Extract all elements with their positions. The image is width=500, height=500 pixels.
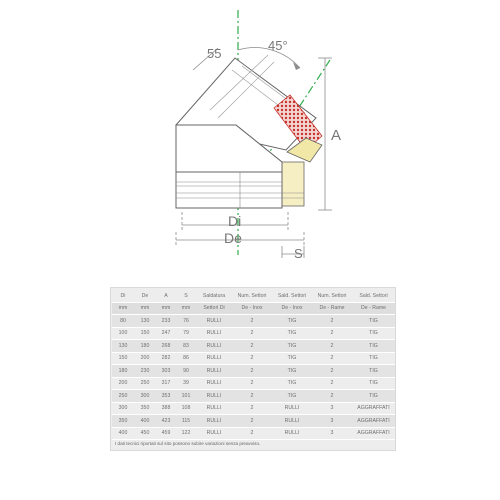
table-row — [112, 427, 395, 440]
table-cell: 353 — [156, 390, 176, 403]
table-cell: TIG — [352, 390, 395, 403]
dim-De-label: De — [224, 230, 242, 246]
table-cell: 2 — [232, 402, 272, 415]
table-cell: 400 — [134, 415, 156, 428]
table-cell: AGGRAFFATI — [352, 427, 395, 440]
table-row — [112, 415, 395, 428]
table-cell: 3 — [312, 427, 352, 440]
table-row — [112, 365, 395, 378]
table-cell: 83 — [176, 340, 196, 353]
table-cell: 268 — [156, 340, 176, 353]
table-cell: TIG — [272, 327, 312, 340]
table-cell: 233 — [156, 315, 176, 328]
table-cell: 180 — [134, 340, 156, 353]
table-cell: 2 — [232, 377, 272, 390]
table-cell: RULLI — [196, 402, 232, 415]
table-cell: 76 — [176, 315, 196, 328]
table-cell: 247 — [156, 327, 176, 340]
table-row — [112, 377, 395, 390]
table-cell: 130 — [134, 315, 156, 328]
column-header: Di — [112, 290, 134, 302]
unit-cell: mm — [112, 302, 134, 315]
table-cell: 2 — [232, 327, 272, 340]
table-cell: TIG — [352, 352, 395, 365]
table-row — [112, 327, 395, 340]
table-cell: 230 — [134, 365, 156, 378]
unit-cell: Settori Di — [196, 302, 232, 315]
dim-Di-label: Di — [228, 213, 242, 229]
angle-label: 45° — [268, 38, 288, 53]
table-cell: RULLI — [272, 415, 312, 428]
table-cell: RULLI — [272, 427, 312, 440]
table-cell: 2 — [312, 352, 352, 365]
dim-S-label: S — [294, 246, 303, 261]
table-cell: 2 — [232, 352, 272, 365]
table-cell: 86 — [176, 352, 196, 365]
table-cell: 101 — [176, 390, 196, 403]
table-cell: 180 — [112, 365, 134, 378]
table-row — [112, 315, 395, 328]
dim-A-label: A — [331, 127, 342, 144]
table-row — [112, 340, 395, 353]
table-cell: 115 — [176, 415, 196, 428]
dim-55-label: 55 — [207, 46, 222, 61]
table-cell: 122 — [176, 427, 196, 440]
table-cell: 3 — [312, 415, 352, 428]
table-cell: TIG — [272, 352, 312, 365]
table-cell: TIG — [352, 327, 395, 340]
column-header: S — [176, 290, 196, 302]
table-cell: 317 — [156, 377, 176, 390]
table-cell: TIG — [272, 377, 312, 390]
table-cell: RULLI — [196, 340, 232, 353]
unit-cell: mm — [156, 302, 176, 315]
table-cell: 250 — [134, 377, 156, 390]
table-cell: 2 — [232, 415, 272, 428]
table-cell: 2 — [312, 365, 352, 378]
table-cell: 400 — [112, 427, 134, 440]
table-row — [112, 352, 395, 365]
table-cell: 300 — [112, 402, 134, 415]
table-cell: 450 — [134, 427, 156, 440]
column-header: Sald. Settori — [352, 290, 395, 302]
table-cell: 2 — [232, 390, 272, 403]
table-cell: RULLI — [196, 315, 232, 328]
table-cell: 303 — [156, 365, 176, 378]
table-cell: RULLI — [196, 377, 232, 390]
column-header: Num. Settori — [312, 290, 352, 302]
table-cell: 423 — [156, 415, 176, 428]
column-header: Sald. Settori — [272, 290, 312, 302]
table-cell: TIG — [272, 340, 312, 353]
table-cell: 150 — [134, 327, 156, 340]
table-cell: AGGRAFFATI — [352, 402, 395, 415]
table-cell: TIG — [272, 315, 312, 328]
table-cell: RULLI — [196, 327, 232, 340]
table-cell: 282 — [156, 352, 176, 365]
disclaimer-note: I dati tecnici riportati sul sito possono subire variazioni senza preavviso. — [115, 441, 261, 446]
lower-segment — [176, 172, 282, 208]
table-cell: 2 — [312, 377, 352, 390]
table-cell: 459 — [156, 427, 176, 440]
unit-cell: De - Rame — [312, 302, 352, 315]
table-cell: 130 — [112, 340, 134, 353]
table-cell: RULLI — [196, 390, 232, 403]
table-cell: 150 — [112, 352, 134, 365]
spec-table — [112, 290, 395, 440]
table-cell: 39 — [176, 377, 196, 390]
table-cell: TIG — [352, 365, 395, 378]
table-cell: 90 — [176, 365, 196, 378]
table-cell: 350 — [134, 402, 156, 415]
column-header: Saldatura — [196, 290, 232, 302]
table-cell: 2 — [232, 315, 272, 328]
spec-table-panel — [110, 287, 396, 451]
table-cell: 2 — [312, 390, 352, 403]
table-cell: TIG — [352, 315, 395, 328]
column-header: Num. Settori — [232, 290, 272, 302]
table-cell: 3 — [312, 402, 352, 415]
unit-cell: mm — [176, 302, 196, 315]
table-cell: RULLI — [196, 415, 232, 428]
table-cell: RULLI — [272, 402, 312, 415]
table-header-row — [112, 290, 395, 302]
table-cell: 200 — [112, 377, 134, 390]
table-cell: RULLI — [196, 365, 232, 378]
table-cell: 100 — [112, 327, 134, 340]
unit-cell: mm — [134, 302, 156, 315]
column-header: A — [156, 290, 176, 302]
table-cell: 2 — [232, 340, 272, 353]
table-cell: 79 — [176, 327, 196, 340]
table-cell: 200 — [134, 352, 156, 365]
table-cell: 250 — [112, 390, 134, 403]
table-cell: 2 — [232, 365, 272, 378]
table-cell: 350 — [112, 415, 134, 428]
table-cell: TIG — [272, 390, 312, 403]
table-cell: 2 — [312, 340, 352, 353]
table-row — [112, 402, 395, 415]
unit-cell: De - Inox — [232, 302, 272, 315]
table-units-row — [112, 302, 395, 315]
table-cell: 2 — [232, 427, 272, 440]
unit-cell: De - Inox — [272, 302, 312, 315]
table-cell: 388 — [156, 402, 176, 415]
table-cell: RULLI — [196, 352, 232, 365]
table-cell: 300 — [134, 390, 156, 403]
table-cell: TIG — [352, 340, 395, 353]
table-row — [112, 390, 395, 403]
table-cell: TIG — [352, 377, 395, 390]
table-cell: 2 — [312, 327, 352, 340]
table-cell: 108 — [176, 402, 196, 415]
column-header: De — [134, 290, 156, 302]
table-cell: 80 — [112, 315, 134, 328]
table-cell: RULLI — [196, 427, 232, 440]
table-cell: 2 — [312, 315, 352, 328]
unit-cell: De - Rame — [352, 302, 395, 315]
table-cell: AGGRAFFATI — [352, 415, 395, 428]
table-cell: TIG — [272, 365, 312, 378]
